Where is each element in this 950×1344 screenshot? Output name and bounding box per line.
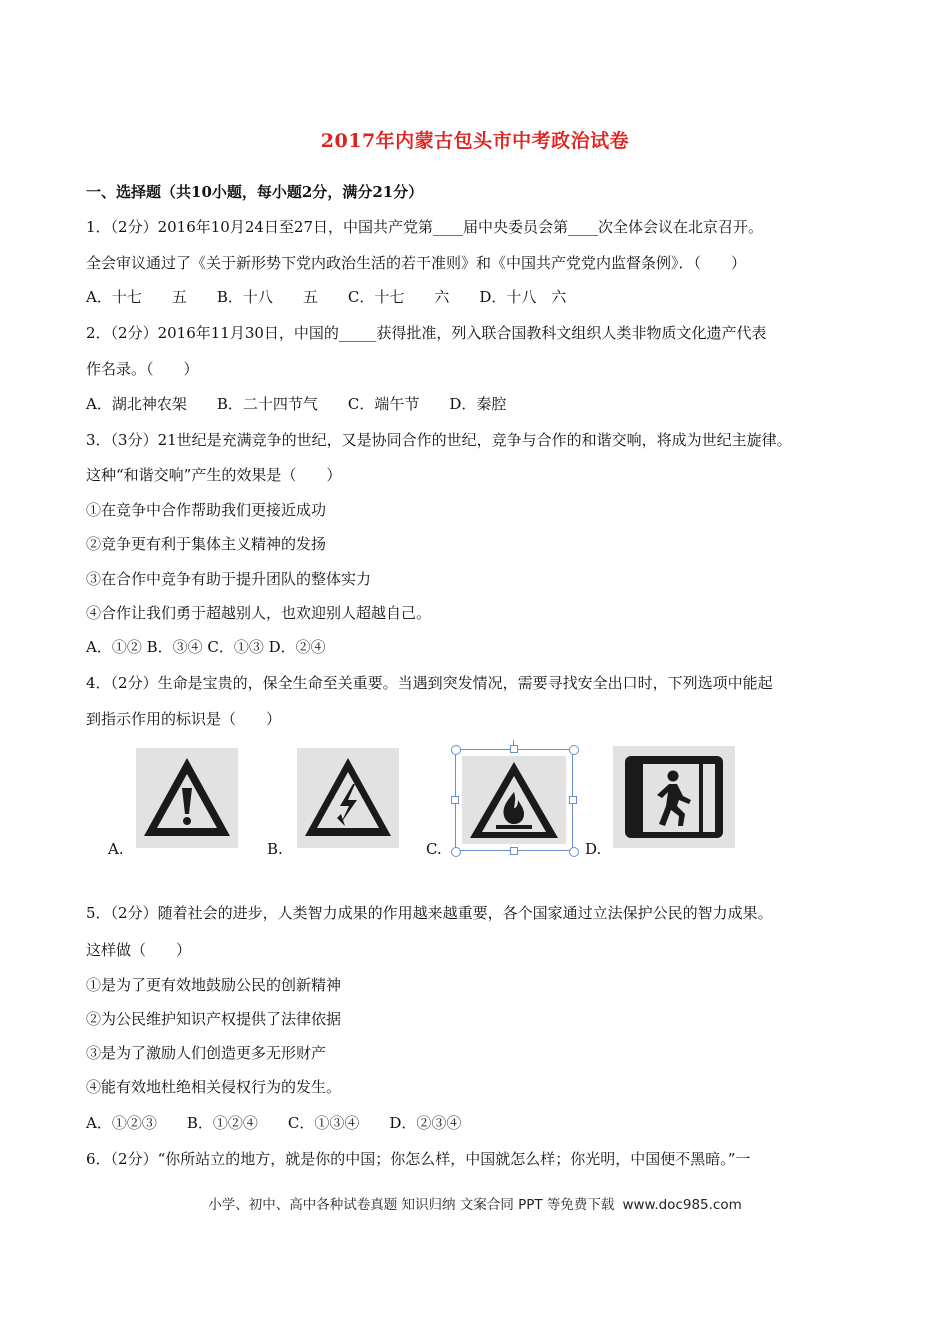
q3-statement-3: ③在合作中竞争有助于提升团队的整体实力 <box>86 570 372 588</box>
q1-line-1: 1．（2分）2016年10月24日至27日，中国共产党第____届中央委员会第____次全体会议在北京召开。 <box>86 218 764 236</box>
resize-handle-top[interactable] <box>510 745 518 753</box>
section-heading: 一、选择题（共10小题，每小题2分，满分21分） <box>86 183 424 201</box>
page-footer <box>0 1193 950 1213</box>
resize-handle-top-right[interactable] <box>569 745 579 755</box>
q5-statement-3: ③是为了激励人们创造更多无形财产 <box>86 1044 327 1062</box>
q4-line-1: 4．（2分）生命是宝贵的，保全生命至关重要。当遇到突发情况，需要寻找安全出口时，下列选项中能起 <box>86 674 773 692</box>
q5-statement-4: ④能有效地杜绝相关侵权行为的发生。 <box>86 1078 342 1096</box>
resize-handle-left[interactable] <box>451 796 459 804</box>
sign-option-c-label: C. <box>426 840 442 858</box>
footer-text: 小学、初中、高中各种试卷真题 知识归纳 文案合同 PPT 等免费下载 <box>208 1197 615 1213</box>
sign-option-a-label: A. <box>108 840 124 858</box>
q3-options: A．①② B．③④ C．①③ D．②④ <box>86 638 326 656</box>
q2-line-2: 作名录。（ ） <box>86 360 199 378</box>
q1-line-2: 全会审议通过了《关于新形势下党内政治生活的若干准则》和《中国共产党党内监督条例》．（ ） <box>86 254 747 272</box>
resize-handle-bottom-left[interactable] <box>451 847 461 857</box>
emergency-exit-icon <box>613 746 735 848</box>
q5-options: A．①②③ B．①②④ C．①③④ D．②③④ <box>86 1114 462 1132</box>
warning-exclamation-icon <box>136 748 238 848</box>
high-voltage-icon <box>297 748 399 848</box>
q6-line-1: 6．（2分）“你所站立的地方，就是你的中国；你怎么样，中国就怎么样；你光明，中国便不黑暗。”一 <box>86 1150 751 1168</box>
q3-line-1: 3．（3分）21世纪是充满竞争的世纪，又是协同合作的世纪，竞争与合作的和谐交响，将成为世纪主旋律。 <box>86 431 792 449</box>
image-selection-frame[interactable] <box>455 749 573 851</box>
sign-option-b-label: B. <box>267 840 283 858</box>
q3-statement-2: ②竞争更有利于集体主义精神的发扬 <box>86 535 327 553</box>
q3-statement-1: ①在竞争中合作帮助我们更接近成功 <box>86 501 327 519</box>
resize-handle-right[interactable] <box>569 796 577 804</box>
page-title: 2017年内蒙古包头市中考政治试卷 <box>320 130 630 152</box>
resize-handle-top-left[interactable] <box>451 745 461 755</box>
q5-statement-1: ①是为了更有效地鼓励公民的创新精神 <box>86 976 342 994</box>
q3-line-2: 这种“和谐交响”产生的效果是（ ） <box>86 466 342 484</box>
footer-url[interactable]: www.doc985.com <box>622 1197 742 1213</box>
q5-line-2: 这样做（ ） <box>86 941 192 959</box>
q2-options: A．湖北神农架 B．二十四节气 C．端午节 D．秦腔 <box>86 395 507 413</box>
resize-handle-bottom[interactable] <box>510 847 518 855</box>
q1-options: A．十七 五 B．十八 五 C．十七 六 D．十八 六 <box>86 288 567 306</box>
q2-line-1: 2．（2分）2016年11月30日，中国的_____获得批准，列入联合国教科文组织人类非物质文化遗产代表 <box>86 324 767 342</box>
q5-statement-2: ②为公民维护知识产权提供了法律依据 <box>86 1010 342 1028</box>
q3-statement-4: ④合作让我们勇于超越别人，也欢迎别人超越自己。 <box>86 604 432 622</box>
resize-handle-bottom-right[interactable] <box>569 847 579 857</box>
q4-line-2: 到指示作用的标识是（ ） <box>86 710 282 728</box>
sign-option-d-label: D. <box>585 840 602 858</box>
q5-line-1: 5．（2分）随着社会的进步，人类智力成果的作用越来越重要，各个国家通过立法保护公民的智力成果。 <box>86 904 773 922</box>
